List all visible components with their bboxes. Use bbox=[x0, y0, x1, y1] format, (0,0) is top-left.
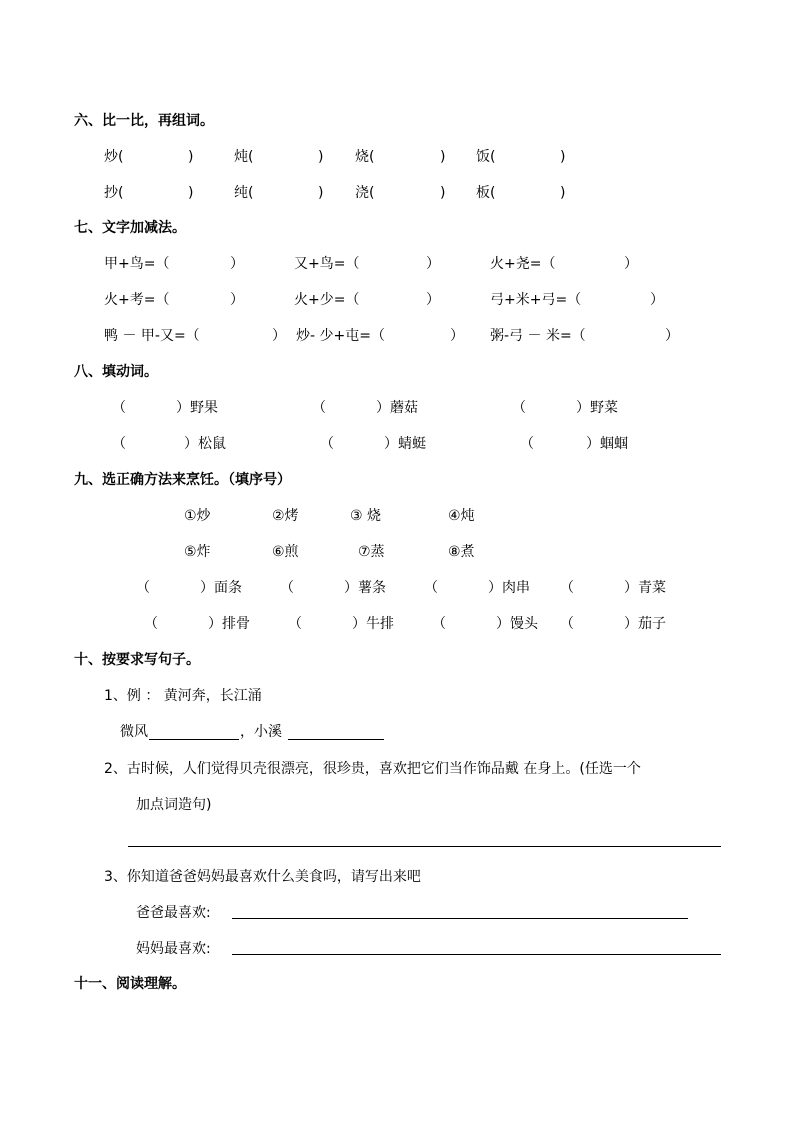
s6-r1-c1: 炒( bbox=[104, 149, 124, 165]
s9-opt-5: ⑤炸 bbox=[184, 544, 211, 560]
s7-r1-c2-close: ） bbox=[426, 256, 440, 272]
s6-r2-c3-close: ) bbox=[440, 185, 446, 201]
s9-r1-item3: ）肉串 bbox=[488, 580, 530, 596]
s7-r2-c1-close: ） bbox=[230, 292, 244, 308]
s7-r1-c3-close: ） bbox=[624, 256, 638, 272]
s9-r2-open1: （ bbox=[144, 616, 158, 632]
s7-r1-c1: 甲+鸟=（ bbox=[104, 256, 170, 272]
s7-r2-c3: 弓+米+弓=（ bbox=[490, 292, 582, 308]
s6-r2-c1: 抄( bbox=[104, 185, 124, 201]
s10-q1-breeze-blank[interactable] bbox=[149, 739, 239, 740]
s7-r3-c3: 粥-弓 － 米=（ bbox=[490, 328, 586, 344]
s9-r1-item2: ）薯条 bbox=[344, 580, 386, 596]
s6-r1-c3-close: ) bbox=[440, 149, 446, 165]
s8-r1-open2: （ bbox=[312, 400, 326, 416]
s9-r1-open3: （ bbox=[424, 580, 438, 596]
s9-r1-open2: （ bbox=[280, 580, 294, 596]
s9-opt-8: ⑧煮 bbox=[448, 544, 475, 560]
s6-r2-c2: 纯( bbox=[234, 185, 254, 201]
s10-q3: 3、你知道爸爸妈妈最喜欢什么美食吗，请写出来吧 bbox=[104, 869, 421, 885]
s9-r2-item4: ）茄子 bbox=[624, 616, 666, 632]
s6-r1-c4: 饭( bbox=[476, 149, 496, 165]
s10-q1: 1、例 ： 黄河奔，长江涌 bbox=[104, 688, 262, 704]
s7-r1-c2: 又+鸟=（ bbox=[294, 256, 360, 272]
s8-r1-open1: （ bbox=[112, 400, 126, 416]
s8-r1-item2: ）蘑菇 bbox=[376, 400, 418, 416]
s6-r2-c4-close: ) bbox=[560, 185, 566, 201]
s9-r1-item4: ）青菜 bbox=[624, 580, 666, 596]
s6-r1-c2: 炖( bbox=[234, 149, 254, 165]
s9-r2-item2: ）牛排 bbox=[352, 616, 394, 632]
s8-r2-open1: （ bbox=[112, 436, 126, 452]
s7-r3-c1: 鸭 － 甲-又=（ bbox=[104, 328, 200, 344]
s7-r3-c2: 炒- 少+屯=（ bbox=[296, 328, 385, 344]
s10-q3-mom-line[interactable] bbox=[232, 954, 721, 955]
s9-r1-item1: ）面条 bbox=[200, 580, 242, 596]
s8-r2-open2: （ bbox=[320, 436, 334, 452]
s8-r2-open3: （ bbox=[520, 436, 534, 452]
s7-r2-c2: 火+少=（ bbox=[294, 292, 360, 308]
s9-r2-item1: ）排骨 bbox=[208, 616, 250, 632]
s9-opt-6: ⑥煎 bbox=[272, 544, 299, 560]
s7-r1-c1-close: ） bbox=[230, 256, 244, 272]
s9-r2-open3: （ bbox=[432, 616, 446, 632]
s6-r1-c2-close: ) bbox=[318, 149, 324, 165]
s10-q2-answer-line[interactable] bbox=[128, 846, 721, 847]
s8-r1-item1: ）野果 bbox=[176, 400, 218, 416]
s9-opt-4: ④炖 bbox=[448, 508, 475, 524]
s10-q1-breeze-label: 微风 bbox=[120, 724, 148, 740]
s6-r1-c4-close: ) bbox=[560, 149, 566, 165]
section-10-heading: 十、按要求写句子。 bbox=[74, 652, 200, 668]
s10-q3-dad-label: 爸爸最喜欢: bbox=[136, 905, 211, 921]
s8-r2-item3: ）蝈蝈 bbox=[586, 436, 628, 452]
s8-r2-item1: ）松鼠 bbox=[184, 436, 226, 452]
s9-opt-1: ①炒 bbox=[184, 508, 211, 524]
s9-r2-open2: （ bbox=[288, 616, 302, 632]
s7-r2-c3-close: ） bbox=[650, 292, 664, 308]
s6-r2-c2-close: ) bbox=[318, 185, 324, 201]
s7-r3-c1-close: ） bbox=[272, 328, 286, 344]
s7-r2-c2-close: ） bbox=[426, 292, 440, 308]
s9-opt-2: ②烤 bbox=[272, 508, 299, 524]
s9-opt-7: ⑦蒸 bbox=[358, 544, 385, 560]
s6-r2-c4: 板( bbox=[476, 185, 496, 201]
s9-opt-3: ③ 烧 bbox=[350, 508, 382, 524]
s8-r2-item2: ）蜻蜓 bbox=[384, 436, 426, 452]
section-9-heading: 九、选正确方法来烹饪。（填序号） bbox=[74, 472, 291, 488]
s8-r1-item3: ）野菜 bbox=[576, 400, 618, 416]
s7-r3-c2-close: ） bbox=[450, 328, 464, 344]
section-6-heading: 六、比一比，再组词。 bbox=[74, 113, 214, 129]
s10-q3-mom-label: 妈妈最喜欢: bbox=[136, 941, 211, 957]
s6-r2-c1-close: ) bbox=[188, 185, 194, 201]
s7-r3-c3-close: ） bbox=[665, 328, 679, 344]
s10-q3-dad-line[interactable] bbox=[232, 918, 688, 919]
s9-r1-open1: （ bbox=[136, 580, 150, 596]
s6-r1-c1-close: ) bbox=[188, 149, 194, 165]
section-11-heading: 十一、阅读理解。 bbox=[74, 976, 186, 992]
s10-q1-stream-blank[interactable] bbox=[288, 739, 384, 740]
s10-q2: 2、古时候，人们觉得贝壳很漂亮，很珍贵，喜欢把它们当作饰品戴 在身上。(任选一个 bbox=[104, 761, 641, 777]
s9-r2-item3: ）馒头 bbox=[496, 616, 538, 632]
s10-q1-stream-label: ，小溪 bbox=[240, 724, 282, 740]
s10-q2-line2: 加点词造句) bbox=[136, 797, 212, 813]
section-7-heading: 七、文字加减法。 bbox=[74, 220, 186, 236]
s6-r1-c3: 烧( bbox=[355, 149, 375, 165]
s6-r2-c3: 浇( bbox=[355, 185, 375, 201]
s9-r2-open4: （ bbox=[560, 616, 574, 632]
s9-r1-open4: （ bbox=[560, 580, 574, 596]
section-8-heading: 八、填动词。 bbox=[74, 364, 158, 380]
s7-r2-c1: 火+考=（ bbox=[104, 292, 170, 308]
s7-r1-c3: 火+尧=（ bbox=[490, 256, 556, 272]
s8-r1-open3: （ bbox=[512, 400, 526, 416]
